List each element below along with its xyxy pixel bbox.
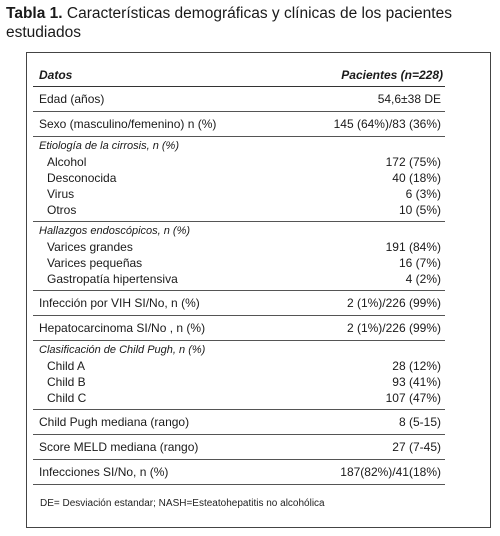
table-row bbox=[33, 154, 445, 170]
row-label: Infección por VIH SI/No, n (%) bbox=[39, 296, 200, 310]
table-row bbox=[33, 255, 445, 271]
row-value: 40 (18%) bbox=[392, 171, 441, 185]
row-value: 10 (5%) bbox=[398, 203, 441, 217]
table-row bbox=[33, 291, 445, 316]
table-header bbox=[33, 64, 445, 87]
row-value: 6 (3%) bbox=[405, 187, 441, 201]
table-row bbox=[33, 112, 445, 137]
row-value: 187(82%)/41(18%) bbox=[340, 465, 441, 479]
caption-label: Tabla 1. bbox=[6, 5, 63, 22]
row-label: Virus bbox=[47, 187, 75, 201]
row-value: 16 (7%) bbox=[398, 256, 441, 270]
table-row bbox=[33, 316, 445, 341]
table-caption bbox=[6, 4, 494, 42]
row-label: Edad (años) bbox=[39, 92, 105, 106]
group-title: Etiología de la cirrosis, n (%) bbox=[39, 140, 179, 152]
row-label: Sexo (masculino/femenino) n (%) bbox=[39, 117, 217, 131]
table-row bbox=[33, 374, 445, 390]
table-row bbox=[33, 202, 445, 218]
row-value: 2 (1%)/226 (99%) bbox=[346, 321, 441, 335]
row-label: Infecciones SI/No, n (%) bbox=[39, 465, 169, 479]
row-value: 27 (7-45) bbox=[392, 440, 441, 454]
table-row bbox=[33, 186, 445, 202]
row-label: Hepatocarcinoma SI/No , n (%) bbox=[39, 321, 206, 335]
row-value: 28 (12%) bbox=[392, 359, 441, 373]
table-row bbox=[33, 271, 445, 287]
row-label: Child Pugh mediana (rango) bbox=[39, 415, 190, 429]
table-row bbox=[33, 87, 445, 112]
row-label: Child C bbox=[47, 391, 87, 405]
group-title: Hallazgos endoscópicos, n (%) bbox=[39, 225, 191, 237]
table-row bbox=[33, 410, 445, 435]
data-table bbox=[33, 64, 445, 485]
row-label: Varices grandes bbox=[47, 240, 133, 254]
row-value: 4 (2%) bbox=[405, 272, 441, 286]
child-pugh-group bbox=[33, 341, 445, 410]
row-label: Child B bbox=[47, 375, 86, 389]
row-label: Desconocida bbox=[47, 171, 117, 185]
row-value: 107 (47%) bbox=[385, 391, 441, 405]
table-row bbox=[33, 390, 445, 406]
table-row bbox=[33, 435, 445, 460]
table-row bbox=[33, 170, 445, 186]
row-value: 172 (75%) bbox=[385, 155, 441, 169]
hallazgos-group bbox=[33, 222, 445, 291]
row-value: 191 (84%) bbox=[385, 240, 441, 254]
caption-text: Características demográficas y clínicas de los pacientes estudiados bbox=[6, 5, 452, 41]
row-label: Gastropatía hipertensiva bbox=[47, 272, 178, 286]
row-label: Child A bbox=[47, 359, 86, 373]
row-value: 2 (1%)/226 (99%) bbox=[346, 296, 441, 310]
row-label: Score MELD mediana (rango) bbox=[39, 440, 199, 454]
row-label: Alcohol bbox=[47, 155, 87, 169]
header-pacientes: Pacientes (n=228) bbox=[341, 68, 443, 82]
row-value: 54,6±38 DE bbox=[377, 92, 441, 106]
row-value: 8 (5-15) bbox=[398, 415, 441, 429]
table-footnote: DE= Desviación estandar; NASH=Esteatohepatitis no alcohólica bbox=[40, 498, 325, 509]
row-label: Varices pequeñas bbox=[47, 256, 143, 270]
header-datos: Datos bbox=[39, 68, 73, 82]
row-value: 93 (41%) bbox=[392, 375, 441, 389]
row-label: Otros bbox=[47, 203, 77, 217]
row-value: 145 (64%)/83 (36%) bbox=[333, 117, 441, 131]
etiologia-group bbox=[33, 137, 445, 222]
table-row bbox=[33, 358, 445, 374]
table-row bbox=[33, 239, 445, 255]
table-row bbox=[33, 460, 445, 485]
group-title: Clasificación de Child Pugh, n (%) bbox=[39, 344, 206, 356]
